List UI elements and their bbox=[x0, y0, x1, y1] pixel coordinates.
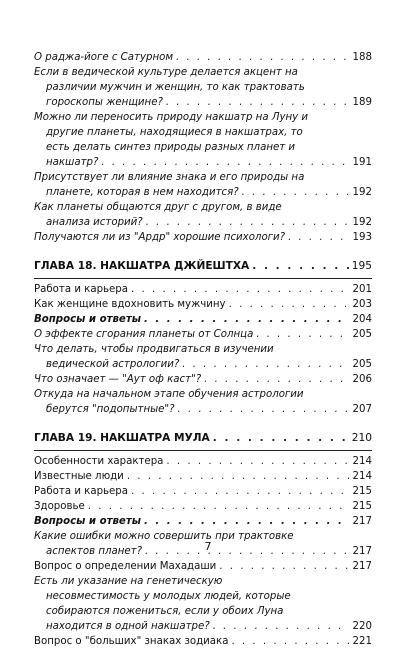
entry-title: анализа историй? bbox=[46, 217, 143, 228]
entry-page: 220 bbox=[352, 621, 372, 632]
entry-page: 214 bbox=[352, 471, 372, 482]
dot-leader bbox=[213, 619, 349, 634]
entry-page: 217 bbox=[352, 561, 372, 572]
toc-line bbox=[34, 95, 372, 110]
dot-leader bbox=[146, 215, 349, 230]
toc-entry bbox=[34, 50, 372, 65]
dot-leader bbox=[219, 559, 349, 574]
entry-page: 207 bbox=[352, 404, 372, 415]
entry-page: 206 bbox=[352, 374, 372, 385]
entry-title: Какие ошибки можно совершить при трактовке bbox=[34, 531, 294, 542]
entry-title: Работа и карьера bbox=[34, 284, 129, 295]
toc-line bbox=[34, 589, 372, 604]
toc-entry bbox=[34, 634, 372, 649]
entry-title: ГЛАВА 19. НАКШАТРА МУЛА bbox=[34, 432, 210, 444]
entry-title: Вопрос о определении Махадаши bbox=[34, 561, 217, 572]
toc-entry bbox=[34, 282, 372, 297]
entry-title: Особенности характера bbox=[34, 456, 164, 467]
toc-line bbox=[34, 259, 372, 274]
toc-line bbox=[34, 499, 372, 514]
toc-line bbox=[34, 297, 372, 312]
dot-leader bbox=[231, 634, 349, 649]
entry-title: Если в ведической культуре делается акцент на bbox=[34, 67, 298, 78]
dot-leader bbox=[131, 484, 349, 499]
entry-title: ведической астрологии? bbox=[46, 359, 180, 370]
entry-title: Вопросы и ответы bbox=[34, 314, 141, 325]
toc-line bbox=[34, 574, 372, 589]
entry-page: 215 bbox=[352, 486, 372, 497]
entry-title: Что означает — "Аут оф каст"? bbox=[34, 374, 202, 385]
entry-title: Как женщине вдохновить мужчину bbox=[34, 299, 226, 310]
toc-entry bbox=[34, 372, 372, 387]
entry-title: Известные люди bbox=[34, 471, 124, 482]
toc-line bbox=[34, 80, 372, 95]
entry-page: 217 bbox=[352, 546, 372, 557]
toc-line bbox=[34, 387, 372, 402]
dot-leader bbox=[213, 431, 349, 446]
toc-line bbox=[34, 50, 372, 65]
entry-title: Как планеты общаются друг с другом, в виде bbox=[34, 202, 282, 213]
toc-entry bbox=[34, 297, 372, 312]
entry-page: 188 bbox=[352, 52, 372, 63]
entry-title: несовместимость у молодых людей, которые bbox=[46, 591, 291, 602]
entry-title: Есть ли указание на генетическую bbox=[34, 576, 223, 587]
entry-title: Можно ли переносить природу накшатр на Луну и bbox=[34, 112, 309, 123]
entry-page: 215 bbox=[352, 501, 372, 512]
entry-page: 201 bbox=[352, 284, 372, 295]
entry-title: берутся "подопытные"? bbox=[46, 404, 175, 415]
entry-page: 205 bbox=[352, 329, 372, 340]
entry-page: 195 bbox=[351, 260, 372, 272]
entry-title: Что делать, чтобы продвигаться в изучении bbox=[34, 344, 274, 355]
toc-line bbox=[34, 484, 372, 499]
entry-title: Вопросы и ответы bbox=[34, 516, 141, 527]
entry-title: гороскопы женщине? bbox=[46, 97, 163, 108]
toc-line bbox=[34, 125, 372, 140]
section-gap bbox=[34, 245, 372, 259]
entry-title: находится в одной накшатре? bbox=[46, 621, 210, 632]
entry-page: 193 bbox=[352, 232, 372, 243]
dot-leader bbox=[204, 372, 349, 387]
entry-page: 214 bbox=[352, 456, 372, 467]
toc-entry bbox=[34, 514, 372, 529]
toc-entry bbox=[34, 170, 372, 200]
dot-leader bbox=[127, 469, 349, 484]
toc-line bbox=[34, 619, 372, 634]
chapter-heading bbox=[34, 431, 372, 446]
entry-page: 203 bbox=[352, 299, 372, 310]
entry-page: 192 bbox=[352, 217, 372, 228]
toc-line bbox=[34, 604, 372, 619]
dot-leader bbox=[166, 454, 349, 469]
toc-entry bbox=[34, 230, 372, 245]
toc-line bbox=[34, 230, 372, 245]
toc-line bbox=[34, 634, 372, 649]
toc-line bbox=[34, 140, 372, 155]
entry-title: накшатр? bbox=[46, 157, 99, 168]
toc-entry bbox=[34, 65, 372, 110]
toc-line bbox=[34, 155, 372, 170]
toc-line bbox=[34, 282, 372, 297]
dot-leader bbox=[88, 499, 349, 514]
toc-line bbox=[34, 372, 372, 387]
dot-leader bbox=[252, 259, 349, 274]
dot-leader bbox=[131, 282, 349, 297]
toc-line bbox=[34, 514, 372, 529]
entry-page: 204 bbox=[352, 314, 372, 325]
toc-line bbox=[34, 402, 372, 417]
toc-line bbox=[34, 65, 372, 80]
dot-leader bbox=[256, 327, 349, 342]
entry-title: планете, которая в нем находится? bbox=[46, 187, 239, 198]
entry-title: О эффекте сгорания планеты от Солнца bbox=[34, 329, 254, 340]
entry-title: собираются пожениться, если у обоих Луна bbox=[46, 606, 284, 617]
dot-leader bbox=[229, 297, 349, 312]
toc-entry bbox=[34, 342, 372, 372]
toc-entry bbox=[34, 454, 372, 469]
toc-line bbox=[34, 431, 372, 446]
toc-line bbox=[34, 342, 372, 357]
entry-page: 191 bbox=[352, 157, 372, 168]
toc-line bbox=[34, 312, 372, 327]
dot-leader bbox=[166, 95, 349, 110]
chapter-heading bbox=[34, 259, 372, 274]
toc-entry bbox=[34, 469, 372, 484]
toc-line bbox=[34, 469, 372, 484]
table-of-contents bbox=[34, 50, 372, 649]
dot-leader bbox=[101, 155, 349, 170]
entry-page: 210 bbox=[351, 432, 372, 444]
dot-leader bbox=[178, 402, 349, 417]
entry-page: 205 bbox=[352, 359, 372, 370]
toc-line bbox=[34, 559, 372, 574]
toc-line bbox=[34, 327, 372, 342]
entry-title: аспектов планет? bbox=[46, 546, 143, 557]
entry-page: 192 bbox=[352, 187, 372, 198]
entry-title: различии мужчин и женщин, то как трактовать bbox=[46, 82, 305, 93]
toc-entry bbox=[34, 499, 372, 514]
dot-leader bbox=[144, 312, 349, 327]
entry-title: Откуда на начальном этапе обучения астрологии bbox=[34, 389, 304, 400]
chapter-divider bbox=[34, 450, 372, 451]
entry-page: 221 bbox=[352, 636, 372, 647]
toc-line bbox=[34, 215, 372, 230]
toc-entry bbox=[34, 559, 372, 574]
toc-entry bbox=[34, 200, 372, 230]
entry-title: ГЛАВА 18. НАКШАТРА ДЖЙЕШТХА bbox=[34, 260, 250, 272]
section-gap bbox=[34, 417, 372, 431]
chapter-divider bbox=[34, 278, 372, 279]
dot-leader bbox=[242, 185, 349, 200]
toc-line bbox=[34, 110, 372, 125]
entry-title: Получаются ли из "Ардр" хорошие психологи? bbox=[34, 232, 286, 243]
entry-title: другие планеты, находящиеся в накшатрах, то bbox=[46, 127, 303, 138]
entry-title: Вопрос о "больших" знаках зодиака bbox=[34, 636, 229, 647]
dot-leader bbox=[176, 50, 349, 65]
entry-title: Присутствует ли влияние знака и его природы на bbox=[34, 172, 305, 183]
toc-entry bbox=[34, 312, 372, 327]
entry-title: Работа и карьера bbox=[34, 486, 129, 497]
toc-line bbox=[34, 170, 372, 185]
toc-line bbox=[34, 357, 372, 372]
entry-title: О раджа-йоге с Сатурном bbox=[34, 52, 174, 63]
toc-entry bbox=[34, 574, 372, 634]
dot-leader bbox=[288, 230, 349, 245]
dot-leader bbox=[182, 357, 349, 372]
toc-entry bbox=[34, 110, 372, 170]
toc-entry bbox=[34, 327, 372, 342]
entry-title: есть делать синтез природы разных планет и bbox=[46, 142, 296, 153]
page-number: 7 bbox=[204, 540, 212, 553]
entry-page: 217 bbox=[352, 516, 372, 527]
entry-page: 189 bbox=[352, 97, 372, 108]
toc-line bbox=[34, 200, 372, 215]
entry-title: Здоровье bbox=[34, 501, 85, 512]
toc-entry bbox=[34, 484, 372, 499]
dot-leader bbox=[144, 514, 349, 529]
toc-line bbox=[34, 185, 372, 200]
toc-entry bbox=[34, 387, 372, 417]
toc-line bbox=[34, 454, 372, 469]
